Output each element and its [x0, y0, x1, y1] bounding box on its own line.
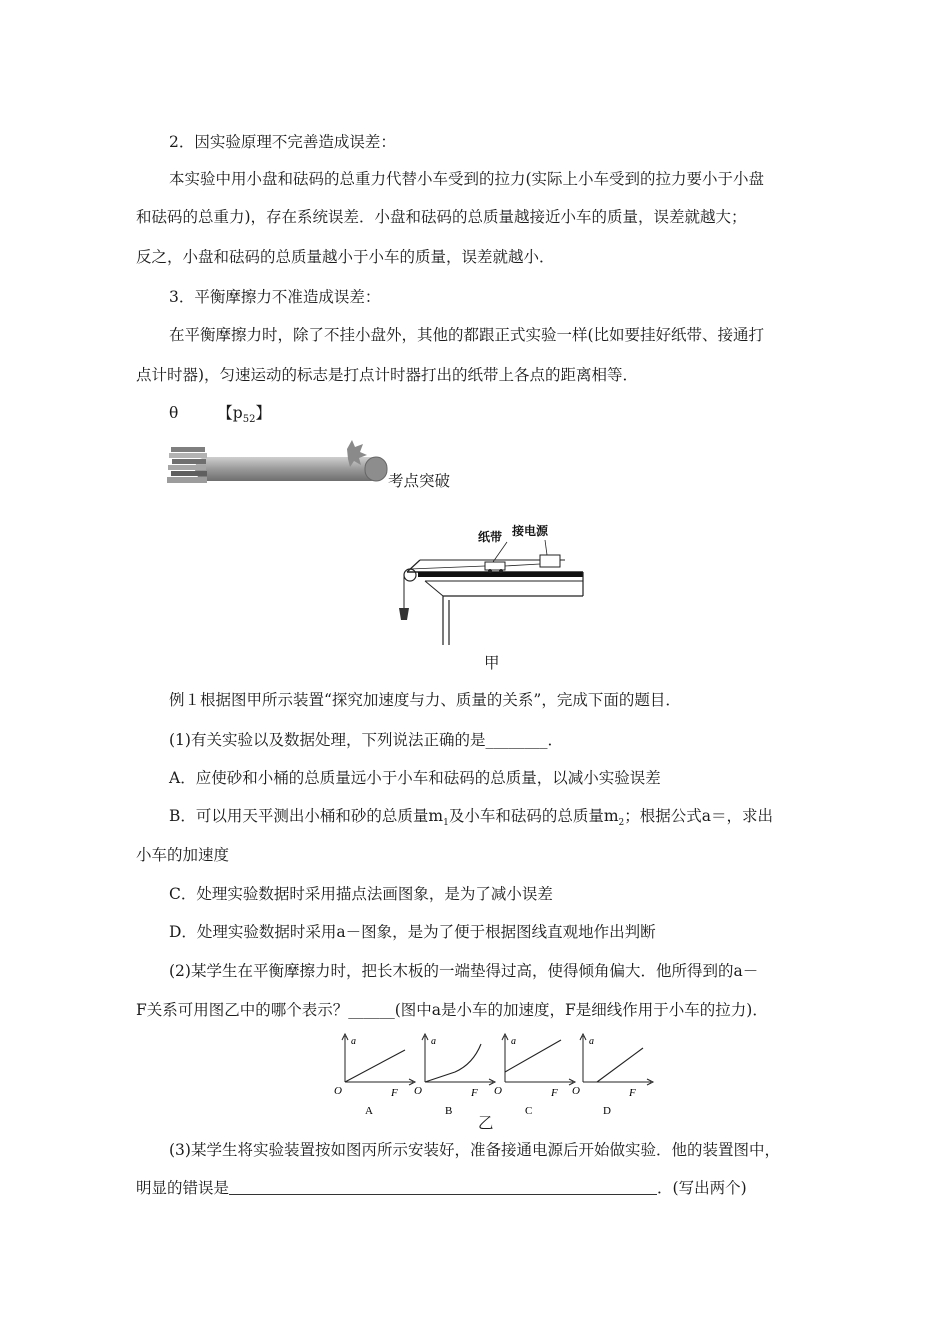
option-d: D．处理实验数据时采用a－图象，是为了便于根据图线直观地作出判断	[169, 923, 656, 941]
graph-origin-label: O	[572, 1085, 580, 1097]
section2-heading: 2．因实验原理不完善造成误差：	[169, 133, 396, 151]
graph-curve	[425, 1044, 481, 1082]
question-3-line1: (3)某学生将实验装置按如图丙所示安装好，准备接通电源后开始做实验．他的装置图中，	[169, 1141, 780, 1159]
example-intro: 例１根据图甲所示装置“探究加速度与力、质量的关系”，完成下面的题目．	[169, 691, 681, 709]
theta-symbol: θ	[169, 404, 179, 422]
graph-y-label: a	[431, 1036, 436, 1047]
question-2-line2: F关系可用图乙中的哪个表示？______(图中a是小车的加速度，F是细线作用于小车的拉力)．	[136, 1001, 768, 1019]
graphs-figure	[325, 1030, 655, 1120]
banner-title: 考点突破	[388, 472, 451, 490]
section2-paragraph-line3: 反之，小盘和砝码的总质量越小于小车的质量，误差就越小．	[136, 248, 555, 266]
section3-paragraph-line2: 点计时器)，匀速运动的标志是打点计时器打出的纸带上各点的距离相等．	[136, 366, 639, 384]
graph-x-label: F	[551, 1087, 558, 1099]
apparatus-diagram	[385, 520, 590, 645]
answer-blank[interactable]	[229, 1179, 657, 1195]
graph-y-label: a	[351, 1036, 356, 1047]
graph-x-label: F	[471, 1087, 478, 1099]
graph-y-label: a	[511, 1036, 516, 1047]
graph-option-label: A	[365, 1105, 373, 1117]
graph-x-label: F	[629, 1087, 636, 1099]
graph-option-label: B	[445, 1105, 453, 1117]
graph-curve	[345, 1050, 405, 1082]
section3-paragraph-line1: 在平衡摩擦力时，除了不挂小盘外，其他的都跟正式实验一样(比如要挂好纸带、接通打	[169, 326, 765, 344]
section3-heading: 3．平衡摩擦力不准造成误差：	[169, 288, 381, 306]
figure-caption-jia: 甲	[484, 654, 500, 672]
section2-paragraph-line2: 和砝码的总重力)，存在系统误差．小盘和砝码的总质量越接近小车的质量，误差就越大；	[136, 208, 747, 226]
label-power-supply: 接电源	[512, 524, 549, 538]
option-a: A．应使砂和小桶的总质量远小于小车和砝码的总质量，以减小实验误差	[169, 769, 661, 787]
section-banner	[165, 435, 395, 490]
graph-origin-label: O	[334, 1085, 342, 1097]
books-banner-icon	[165, 435, 395, 490]
question-3-line2: 明显的错误是 ．(写出两个)	[136, 1179, 747, 1197]
page-reference: θ 【$p_{52}$】	[169, 404, 271, 426]
option-c: C．处理实验数据时采用描点法画图象，是为了减小误差	[169, 885, 553, 903]
graph-option-label: D	[603, 1105, 611, 1117]
question-1: (1)有关实验以及数据处理，下列说法正确的是________．	[169, 731, 563, 749]
section2-paragraph-line1: 本实验中用小盘和砝码的总重力代替小车受到的拉力(实际上小车受到的拉力要小于小盘	[169, 170, 765, 188]
graph-curve	[597, 1048, 643, 1082]
option-b-line2: 小车的加速度	[136, 846, 230, 864]
graph-origin-label: O	[494, 1085, 502, 1097]
graph-origin-label: O	[414, 1085, 422, 1097]
graph-y-label: a	[589, 1036, 594, 1047]
label-paper-tape: 纸带	[478, 530, 503, 544]
graph-option-label: C	[525, 1105, 533, 1117]
option-b-line1: B．可以用天平测出小桶和砂的总质量$m_1$及小车和砝码的总质量$m_2$；根据公式a＝，求出	[169, 807, 774, 829]
graph-x-label: F	[391, 1087, 398, 1099]
figure-caption-yi: 乙	[478, 1114, 494, 1132]
question-2-line1: (2)某学生在平衡摩擦力时，把长木板的一端垫得过高，使得倾角偏大．他所得到的a－	[169, 962, 759, 980]
